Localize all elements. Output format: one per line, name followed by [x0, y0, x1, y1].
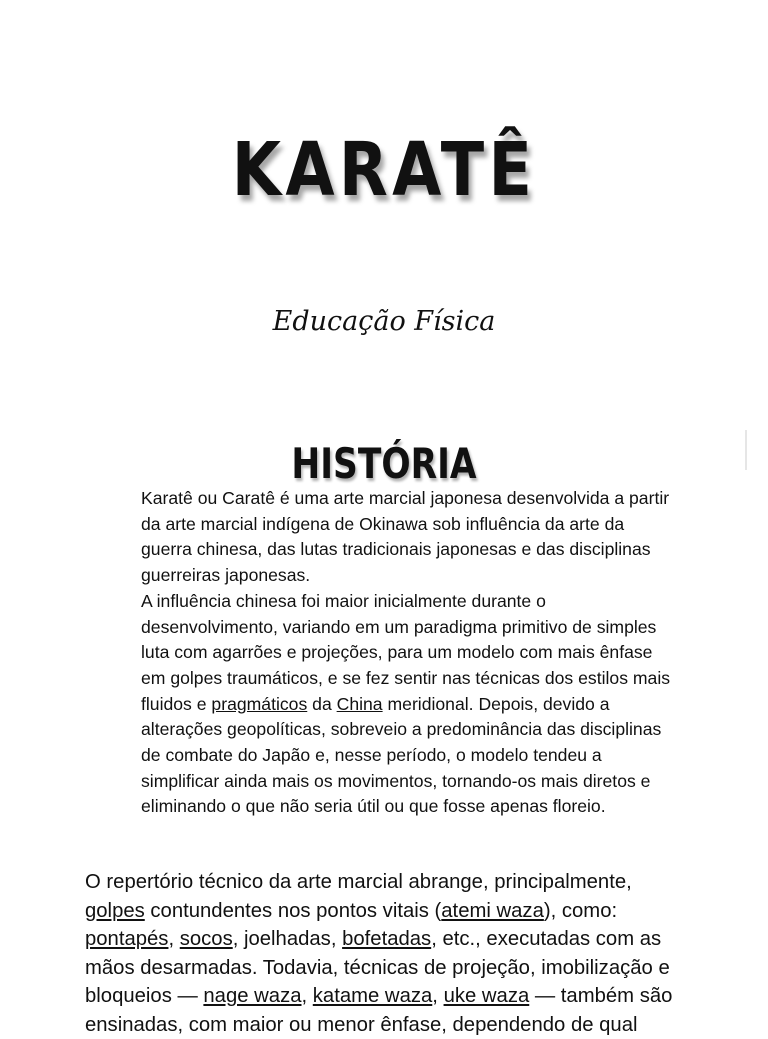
history-text-segment: da: [307, 693, 337, 714]
link-bofetadas[interactable]: bofetadas: [342, 928, 432, 950]
body-text-segment: contundentes nos pontos vitais (: [144, 899, 442, 922]
link-pragmaticos[interactable]: pragmáticos: [211, 693, 308, 714]
link-pontapes[interactable]: pontapés: [85, 928, 169, 950]
history-text-block: [141, 486, 671, 820]
page-edge-divider: [745, 430, 747, 470]
link-china[interactable]: China: [336, 693, 383, 714]
history-paragraph-1: Karatê ou Caratê é uma arte marcial japonesa desenvolvida a partir da arte marcial indígena de Okinawa sob influência da arte da guerra chinesa, das lutas tradicionais japonesas e das disciplinas guerreiras japonesas.: [141, 488, 670, 586]
document-subtitle: Educação Física: [272, 306, 496, 337]
history-text-segment: A influência chinesa foi maior inicialmente durante o desenvolvimento, variando em um paradigma primitivo de simples luta com agarrões e projeções, para um modelo com mais ênfase em golpes traumáticos, e se fez sentir nas técnicas dos estilos mais fluidos e: [141, 590, 671, 714]
body-text-segment: ,: [168, 928, 180, 950]
link-katame-waza[interactable]: katame waza: [312, 985, 433, 1007]
section-title-historia: HISTÓRIA: [291, 439, 477, 488]
link-socos[interactable]: socos: [179, 928, 233, 950]
link-atemi-waza[interactable]: atemi waza: [441, 899, 544, 922]
body-text-segment: O repertório técnico da arte marcial abrange, principalmente,: [85, 871, 632, 893]
body-text-segment: ,: [432, 985, 444, 1007]
link-nage-waza[interactable]: nage waza: [203, 985, 302, 1007]
link-uke-waza[interactable]: uke waza: [443, 985, 530, 1007]
history-paragraph-2: [141, 589, 671, 820]
body-text-segment: ), como:: [543, 899, 618, 922]
body-text-segment: — também são ensinadas, com maior ou menor ênfase, dependendo de qual: [85, 985, 673, 1036]
link-golpes[interactable]: golpes: [85, 899, 145, 922]
body-text-segment: , joelhadas,: [232, 928, 343, 950]
body-paragraph: [85, 868, 685, 1039]
body-text-segment: ,: [301, 985, 313, 1007]
document-title: KARATÊ: [231, 127, 537, 213]
body-text-segment: , etc., executadas com as mãos desarmadas. Todavia, técnicas de projeção, imobilização e bloqueios —: [85, 928, 670, 1007]
history-text-segment: meridional. Depois, devido a alterações geopolíticas, sobreveio a predominância das disciplinas de combate do Japão e, nesse período, o modelo tendeu a simplificar ainda mais os movimentos, tornando-os mais diretos e eliminando o que não seria útil ou que fosse apenas floreio.: [141, 693, 662, 817]
body-text-block: [85, 868, 685, 1039]
